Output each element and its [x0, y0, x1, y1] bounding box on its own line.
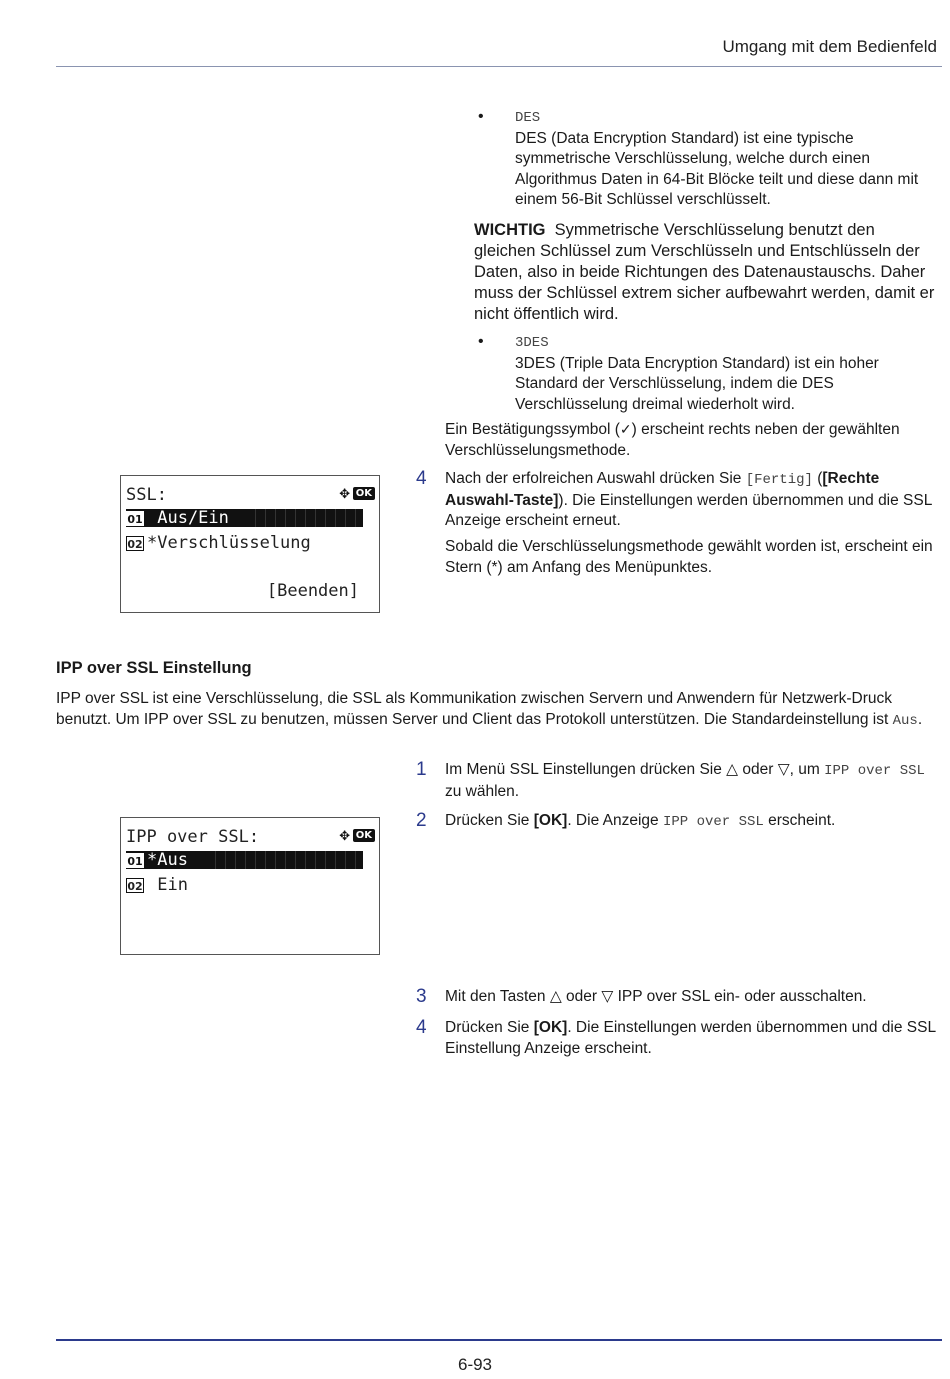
step-text-part: . Die Anzeige — [567, 812, 663, 829]
bullet-dot: • — [478, 108, 484, 125]
confirm-note-before: Ein Bestätigungssymbol ( — [445, 421, 620, 438]
lcd-row-1 — [126, 849, 188, 871]
step-number: 4 — [416, 1017, 427, 1038]
step-text-part: ). Die Einstellungen werden übernommen und die SSL Anzeige erscheint erneut. — [445, 491, 932, 529]
lcd-row-number: 01 — [127, 512, 143, 526]
check-icon: ✓ — [619, 421, 632, 437]
lcd-row-number: 02 — [127, 879, 143, 893]
lcd-title: IPP over SSL: — [126, 827, 260, 847]
default-value-code: Aus — [892, 712, 918, 729]
ssl-lcd-screen — [120, 475, 380, 613]
page-header-title: Umgang mit dem Bedienfeld — [722, 37, 937, 56]
step-key-label: [OK] — [533, 1019, 568, 1036]
section-intro — [56, 689, 942, 731]
section-intro-text: IPP over SSL ist eine Verschlüsselung, die SSL als Kommunikation zwischen Servern und Anwendern für Netzwerk-Druck benutzt. Um IPP over SSL zu benutzen, müssen Server und Client das Protokoll unterstützen. Die Standardeinstellung ist — [56, 690, 893, 728]
lcd-row-2 — [126, 874, 188, 896]
fertig-code: [Fertig] — [745, 472, 813, 488]
des-code: DES — [515, 110, 541, 126]
step-text — [445, 811, 940, 833]
page-number: 6-93 — [457, 1355, 493, 1374]
important-text: Symmetrische Verschlüsselung benutzt den gleichen Schlüssel zum Verschlüsseln und Entschlüsseln der Daten, also in beide Richtungen des Datenaustauschs. Daher muss der Schlüssel extrem sicher aufbewahrt werden, damit er nicht öffentlich wird. — [474, 221, 935, 323]
lcd-icons — [340, 485, 376, 502]
lcd-row-number: 01 — [127, 854, 143, 868]
step-text — [445, 469, 940, 532]
lcd-row-2 — [126, 532, 311, 554]
menu-code: IPP over SSL — [824, 763, 925, 779]
section-title: IPP over SSL Einstellung — [56, 659, 252, 677]
step-text — [445, 760, 940, 802]
step-text-part: ( — [812, 470, 823, 487]
cross-arrows-icon: ✥ — [339, 483, 350, 503]
tdes-code: 3DES — [515, 335, 549, 351]
step-text — [445, 1018, 940, 1059]
lcd-row-number: 02 — [127, 537, 143, 551]
cross-arrows-icon: ✥ — [339, 825, 350, 845]
section-intro-end: . — [917, 710, 923, 728]
important-label: WICHTIG — [474, 221, 546, 239]
confirm-note — [445, 419, 940, 461]
step-text-part: Nach der erfolreichen Auswahl drücken Sie — [445, 470, 746, 487]
step-number: 1 — [416, 759, 427, 780]
step-text-part: erscheint. — [763, 812, 836, 829]
step-text: Mit den Tasten △ oder ▽ IPP over SSL ein- oder ausschalten. — [445, 988, 867, 1005]
header-rule — [56, 66, 942, 67]
step-number: 4 — [416, 468, 427, 489]
lcd-softkey: [Beenden] — [266, 581, 359, 601]
lcd-icons — [340, 827, 376, 844]
des-text: DES (Data Encryption Standard) ist eine typische symmetrische Verschlüsselung, welche durch einen Algorithmus Daten in 64-Bit Blöcke teilt und diese dann mit einem 56-Bit Schlüssel verschlüsselt. — [515, 129, 919, 208]
lcd-row-text: Aus/Ein — [147, 508, 229, 528]
lcd-fill-pattern — [246, 509, 363, 527]
ok-icon: OK — [353, 487, 375, 500]
lcd-row-text: Ein — [147, 875, 188, 895]
des-item — [515, 108, 943, 211]
step-text-part: Drücken Sie — [445, 812, 534, 829]
tdes-item — [515, 333, 925, 415]
step-text-part: . Die Einstellungen werden übernommen und die SSL Einstellung Anzeige erscheint. — [445, 1019, 936, 1057]
important-note — [474, 220, 940, 325]
lcd-row-1 — [126, 507, 229, 529]
ipp-lcd-screen — [120, 817, 380, 955]
ok-icon: OK — [353, 829, 375, 842]
lcd-row-text: *Aus — [147, 850, 188, 870]
lcd-fill-pattern — [206, 851, 363, 869]
step-text-part: Drücken Sie — [445, 1019, 534, 1036]
lcd-row-text: *Verschlüsselung — [147, 533, 311, 553]
step-number: 3 — [416, 986, 427, 1007]
step-key-label: [OK] — [533, 812, 568, 829]
menu-code: IPP over SSL — [662, 814, 764, 830]
step-note: Sobald die Verschlüsselungsmethode gewählt worden ist, erscheint ein Stern (*) am Anfang des Menüpunktes. — [445, 538, 933, 576]
confirm-note-after: ) erscheint rechts neben der gewählten Verschlüsselungsmethode. — [445, 421, 900, 459]
bullet-dot: • — [478, 333, 484, 350]
step-text-part: zu wählen. — [445, 782, 520, 800]
lcd-title: SSL: — [126, 485, 167, 505]
step-number: 2 — [416, 810, 427, 831]
footer-rule — [56, 1339, 942, 1341]
step-key-label: [Rechte Auswahl-Taste] — [445, 470, 880, 509]
step-text-part: Im Menü SSL Einstellungen drücken Sie △ oder ▽, um — [445, 761, 825, 778]
tdes-text: 3DES (Triple Data Encryption Standard) ist ein hoher Standard der Verschlüsselung, indem die DES Verschlüsselung dreimal wiederholt wird. — [515, 354, 879, 413]
